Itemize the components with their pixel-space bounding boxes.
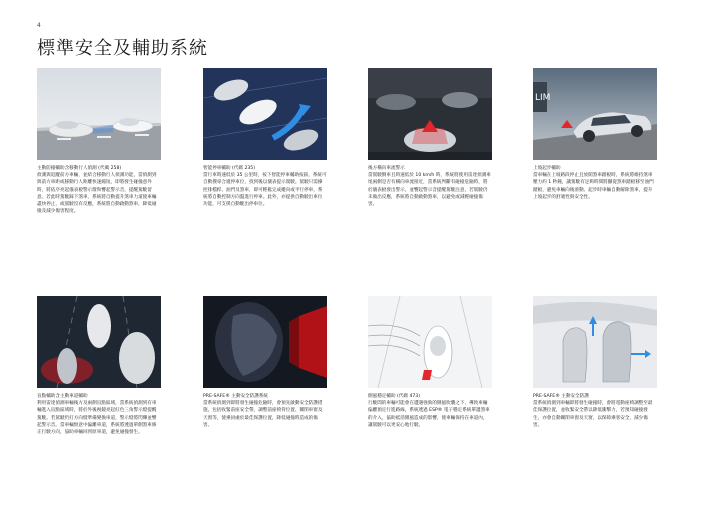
- feature-heading: PRE-SAFE® 主動安全防護系統: [203, 394, 269, 399]
- feature-card-blind-spot: [37, 296, 161, 436]
- feature-body: 偵測與追蹤前方車輛，並結合移動行人偵測功能，當偵測到與前方車距或移動行人距離快速縮短，即將發生碰撞意外時，將依序亮起儀表板警示燈和響起警示音，提醒駕駛留意。若此時駕駛踩下煞車，系統將自動提升煞車力道使車輛盡快停止，或駕駛沒有反應，系統將自動啟動煞車，降低碰撞及減少傷害程度。: [37, 173, 157, 215]
- feature-card-pre-safe-1: [203, 296, 327, 429]
- feature-card-crosswind: [368, 296, 492, 429]
- feature-heading: 上坡起步輔助: [533, 166, 561, 171]
- feature-body: 行駛間的車輛可能會在遭遇強勁的側風吹襲之下，導致車輛偏離預定行進路線，系統透過 ESP® 電子穩定系統單邊煞車的介入，協助抵消側風造成的影響，使車輛保持在車道內，讓駕駛可以更安心地行駛。: [368, 401, 490, 428]
- feature-body: 當行車時速低於 35 公里時，按下智能停車輔助按鈕，系統可自動搜尋合適停車位，找到後以儀表提示駕駛。駕駛只需操控排檔桿、油門及煞車，即可輕鬆完成縱向或平行停車，系統將自動控制方向盤進行停車。此外，亦提供自動駛出車位功能，可支援自動駛出停車位。: [203, 173, 327, 208]
- collision-assist-image: [37, 68, 161, 160]
- feature-heading: 後方橫向車流警示: [368, 166, 405, 171]
- feature-heading: 盲點輔助含主動車道輔助: [37, 394, 88, 399]
- pre-safe-image-1: [203, 296, 327, 388]
- hill-start-image: [533, 68, 657, 160]
- feature-heading: PRE-SAFE® 主動安全防護: [533, 394, 589, 399]
- parking-assist-image: [203, 68, 327, 160]
- page-title: 標準安全及輔助系統: [37, 38, 208, 59]
- cross-traffic-image: [368, 68, 492, 160]
- feature-heading: 智能停車輔助 (代碼 235): [203, 166, 256, 171]
- feature-card-collision-assist: [37, 68, 161, 215]
- pre-safe-image-2: [533, 296, 657, 388]
- feature-card-cross-traffic: [368, 68, 492, 208]
- feature-body: 當系統偵測到車輛即將發生碰撞時，會將電動座椅調整至最佳保護位置，並收緊安全帶以降低衝擊力，若預知碰撞發生，亦會自動關閉車窗及天窗，以保障乘客安全，減少傷害。: [533, 401, 653, 428]
- feature-body: 當駕駛倒車且時速低於 10 km/h 時，系統將使用雷達偵測車尾兩側是否有橫向車流接近，當系統判斷有碰撞危險時，將於儀表板發出警示，並響起警示音提醒駕駛注意，若駕駛仍未做出反應，系統將自動啟動煞車，以避免或減輕碰撞傷害。: [368, 173, 491, 208]
- feature-heading: 主動防撞輔助含移動行人偵測 (代碼 258): [37, 166, 122, 171]
- feature-body: 當系統偵測到即將發生碰撞危險時，會預先啟動安全防護措施，包括收緊前座安全帶、調整前座椅背位置、關閉車窗及天窗等，使乘員處於最佳保護位置，降低碰撞時造成的傷害。: [203, 401, 323, 428]
- lim-sign-text: LIM: [535, 93, 551, 103]
- feature-card-hill-start: [533, 68, 657, 201]
- feature-card-parking-assist: [203, 68, 327, 208]
- feature-card-pre-safe-2: [533, 296, 657, 429]
- blind-spot-image: [37, 296, 161, 388]
- feature-heading: 側風穩定輔助 (代碼 473): [368, 394, 421, 399]
- feature-body: 利用雷達偵測車輛後方及兩側盲點區域，當系統偵測到有車輛進入盲點區域時，將於外後視鏡亮起紅色三角警示燈提醒駕駛。若駕駛仍打方向燈準備變換車道，警示燈將閃爍並響起警示音。當車輛無意中偏離車道，系統將透過單側煞車修正行駛方向，協助車輛回到原車道，避免碰撞發生。: [37, 401, 157, 436]
- page-number: 4: [37, 22, 41, 29]
- crosswind-image: [368, 296, 492, 388]
- feature-body: 當車輛在上坡路段停止且放開煞車踏板時，系統將維持煞車壓力約 1 秒鐘，讓駕駛有足夠時間將腳從煞車踏板移至油門踏板，避免車輛向後滑動。起步時車輛自動解除煞車，提升上坡起步的舒適性與安全性。: [533, 173, 654, 200]
